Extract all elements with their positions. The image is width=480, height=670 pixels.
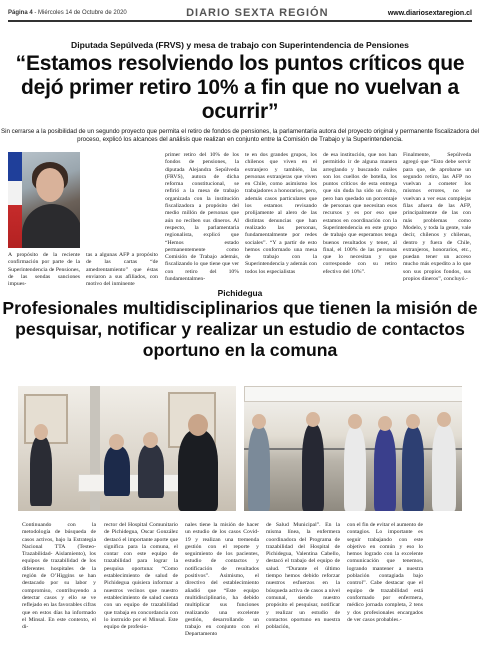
article1-col-a: A propósito de la reciente confirmación por parte de la Superintendencia de Pensiones, de las sendas sanciones impues- xyxy=(8,252,80,288)
article1-col-b: tas a algunas AFP a propósito de las cartas “de amedrentamiento” que éstas enviaron a sus afiliados, con motivo del inminente xyxy=(86,252,158,288)
article1-headline: “Estamos resolviendo los puntos críticos que dejó primer retiro 10% a fin que no vuelvan a ocurrir” xyxy=(15,52,465,123)
page-number: Página 4 xyxy=(8,10,33,16)
masthead xyxy=(8,6,472,22)
article1-col-d: te en dos grandes grupos, los chilenos que viven en el extranjero y también, las personas extranjeras que viven en Chile, como asimismo los trabajadores a honorarios, pero, además casos particulares que los estamos revisando prolijamente al alero de las distintas denuncias que han realizado las personas, fundamentalmente por redes sociales”. “Y a partir de esto hemos conformado una mesa de trabajo con la Superintendencia y además con todos los especialistas xyxy=(245,152,317,275)
article2-col-c: nales tiene la misión de hacer un estudio de los casos Covid-19 y realizan una tremenda gestión con el reporte y seguimiento de los pacientes, estudio de contactos y notificación de resultados positivos”. Asimismo, el directivo del establecimiento añadió que “Este equipo multidisciplinario, ha debido multiplicar sus funciones realizando una excelente gestión, desarrollando un trabajo en conjunto con el Departamento xyxy=(185,522,259,638)
page-date: Página 4 - Miércoles 14 de Octubre de 2020 xyxy=(8,10,127,16)
article1-col-c: primer retiro del 10% de los fondos de pensiones, la diputada Alejandra Sepúlveda (FRVS), autora de dicha reforma constitucional, se refirió a la mesa de trabajo organizada con la institución fiscalizadora a propósito del medio millón de personas que aún no reciben sus dineros. Al respecto, la parlamentaria regionalista, explicó que “Hemos estado permanentemente como Comisión de Trabajo además, fiscalizando lo que tiene que ver con retiro del 10% fundamentalmen- xyxy=(165,152,239,283)
article1-col-f: Finalmente, Sepúlveda agregó que “Esto debe servir para que, de aprobarse un segundo retiro, las AFP no vuelvan a cometer los mismos errores, no se vuelvan a ver esas complejas filas afuera de las AFP, principalmente de las con más problemas como Modelo, y toda la gente, vale decir, chilenos y chilenas, dentro y fuera de Chile, extranjeros, honorarios, etc., puedan tener un acceso mucho más expedito a lo que son sus propios fondos, sus propios dineros”, concluyó.- xyxy=(403,152,471,283)
article2-col-d: de Salud Municipal”. En la misma línea, la enfermera coordinadora del Programa de trazabilidad del Hospital de Pichidegua, Valentina Cabello, destacó el trabajo del equipo de salud. “Durante el último tiempo hemos debido reforzar nuestros esfuerzos en la búsqueda activa de casos a nivel comunal, siendo nuestro propósito el pesquisar, notificar y realizar un estudio de contactos oportuno en nuestra población, xyxy=(266,522,340,631)
group-outdoor-photo xyxy=(244,386,462,511)
article1-col-e: de esa institución, que nos han permitido ir de alguna manera arreglando y buscando cuáles son los cuellos de botella, los puntos críticos de esta entrega que sin duda ha sido un éxito, pero han quedado un porcentaje de personas que necesitan esos recursos y es por eso que estamos en coordinación con la Superintendencia en este grupo de trabajo que esperamos tenga buenos resultados y tener, al final, el 100% de las personas que lo necesitan y que corresponde con su retiro efectivo del 10%”. xyxy=(323,152,397,275)
chile-flag xyxy=(8,152,22,248)
newspaper-title: DIARIO SEXTA REGIÓN xyxy=(186,7,329,19)
article2-col-e: con el fin de evitar el aumento de contagios. Lo importante es seguir trabajando con este objetivo en común y eso lo hemos logrado con la excelente comunicación que tenemos, logrando mantener a nuestra población contagiada bajo control”. Cabe destacar que el equipo de trazabilidad está conformado por enfermera, médico jornada completa, 2 tens y dos profesionales encargados de ver casos probables.- xyxy=(347,522,423,623)
issue-date: Miércoles 14 de Octubre de 2020 xyxy=(38,10,127,16)
article1-deck: Sin cerrarse a la posibilidad de un segundo proyecto que permita el retiro de fondos de pensiones, la parlamentaria autora del proyecto original y permanente fiscalizadora del proceso, explicó los alcances del análisis que realizan en conjunto entre la Comisión de Trabajo y la Superintendencia. xyxy=(0,128,480,143)
article2-col-a: Continuando con la metodología de búsqueda de casos activos, bajo la Estrategia Nacional TTA (Testeo- Trazabilidad- Aislamiento), los equipos de trazabilidad de los diferentes hospitales de la región de O’Higgins se han destacado por su labor y compromiso, contribuyendo a detectar casos y ello se ve reflejado en las favorables cifras que en estos días ha informado el Minsal. En este contexto, el di- xyxy=(22,522,96,631)
article2-col-b: rector del Hospital Comunitario de Pichidegua, Oscar González destacó el importante aporte que significa para la comuna, el contar con este equipo de trazabilidad para lograr la pesquisa oportuna: “Como establecimiento de salud de Pichidegua quisiera informar a nuestros vecinos que nuestro establecimiento de salud cuenta con un equipo de trazabilidad que trabaja en concordancia con lo instruido por el Minsal. Este equipo de profesio- xyxy=(104,522,178,631)
article2-headline: Profesionales multidisciplinarios que tienen la misión de pesquisar, notificar y realizar un estudio de contactos oportuno en la comuna xyxy=(2,298,478,360)
health-team-photo xyxy=(18,386,236,511)
portrait-photo xyxy=(8,152,80,248)
article1-kicker: Diputada Sepúlveda (FRVS) y mesa de trabajo con Superintendencia de Pensiones xyxy=(71,40,409,50)
article2-kicker: Pichidegua xyxy=(217,288,263,298)
newspaper-url: www.diariosextaregion.cl xyxy=(387,9,472,17)
